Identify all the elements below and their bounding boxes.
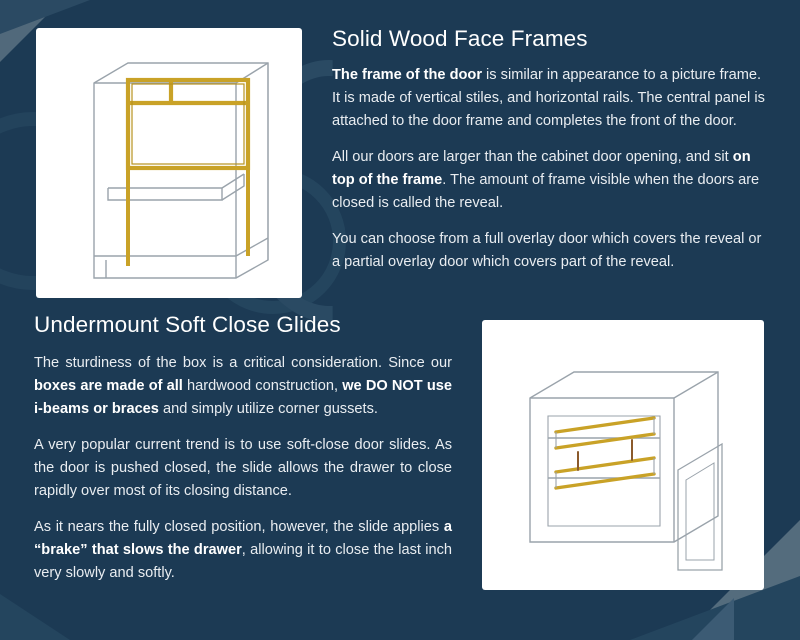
paragraph [34,516,452,585]
paragraph-text: All our doors are larger than the cabinet door opening, and sit [332,149,733,166]
paragraph-text: You can choose from a full overlay door which covers the reveal or a partial overlay door which covers part of the reveal. [332,231,762,271]
paragraph [34,434,452,503]
emphasis-text: a “brake” that slows the drawer [34,519,452,559]
paragraph [332,146,772,215]
paragraph-text: , allowing it to close the last inch very slowly and softly. [34,542,452,582]
drawer-glide-line-art [482,320,764,590]
paragraph-text: . The amount of frame visible when the doors are closed is called the reveal. [332,172,760,212]
base-cabinet-face-frame-illustration [36,28,302,298]
undermount-drawer-glide-illustration [482,320,764,590]
emphasis-text: we DO NOT use i-beams or braces [34,378,453,418]
section-undermount-soft-close-glides [34,312,452,598]
emphasis-text: on top of the frame [332,149,751,189]
paragraph-text: hardwood construction, [182,378,343,395]
corner-triangle-decoration-bottom-right-small [692,598,734,640]
paragraph-text: As it nears the fully closed position, however, the slide applies [34,519,444,536]
emphasis-text: The frame of the door [332,67,482,83]
section-title: Solid Wood Face Frames [332,26,588,51]
corner-triangle-decoration-bottom-left [0,594,70,640]
paragraph [332,228,772,274]
cabinet-line-art [36,28,302,298]
emphasis-text: boxes are made of all [34,378,183,395]
paragraph-text: is similar in appearance to a picture frame. It is made of vertical stiles, and horizontal rails. The central panel is attached to the door frame and completes the front of the door. [332,67,765,130]
paragraph-text: A very popular current trend is to use soft-close door slides. As the door is pushed closed, the slide allows the drawer to close rapidly over most of its closing distance. [34,437,452,500]
paragraph-text: and simply utilize corner gussets. [158,401,378,418]
section-solid-wood-face-frames [332,26,772,287]
section-title: Undermount Soft Close Glides [34,312,341,337]
paragraph [34,352,452,421]
paragraph-text: The sturdiness of the box is a critical consideration. Since our [34,355,452,371]
paragraph [332,64,772,133]
